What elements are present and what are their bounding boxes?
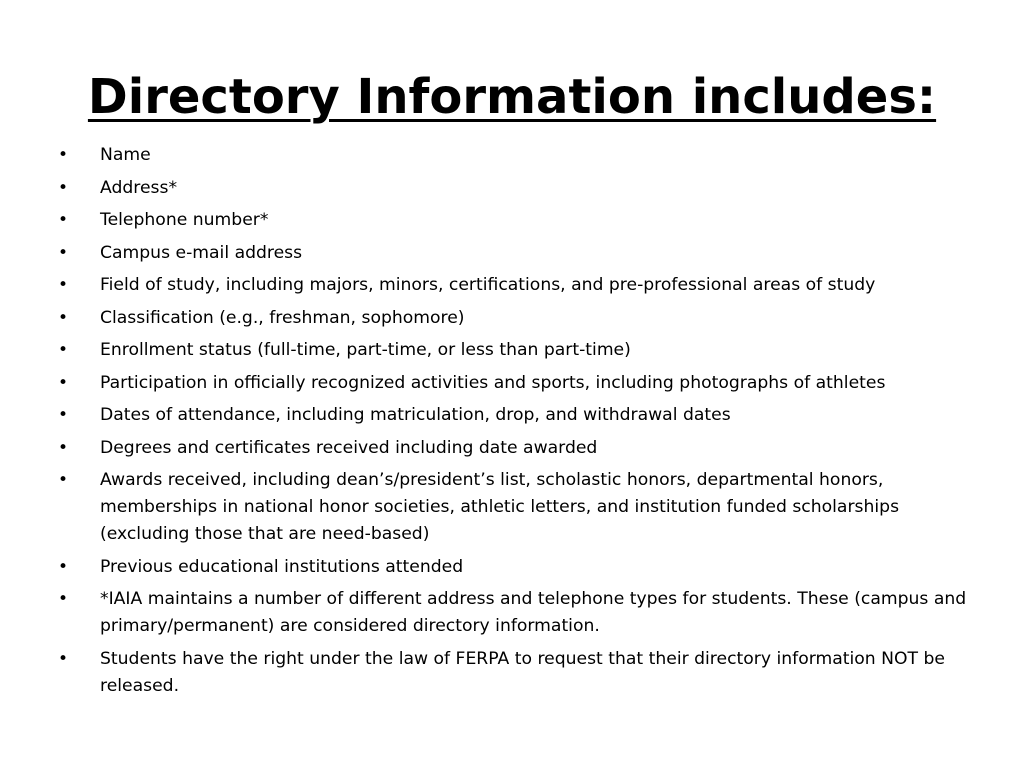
bullet-list: [58, 142, 978, 705]
bullet-item: [58, 240, 978, 267]
bullet-item: [58, 467, 978, 548]
bullet-item: [58, 175, 978, 202]
bullet-point-icon: •: [58, 275, 69, 295]
bullet-item: [58, 435, 978, 462]
bullet-point-icon: •: [58, 437, 69, 458]
bullet-text: Classification (e.g., freshman, sophomore): [100, 307, 465, 328]
bullet-point-icon: •: [58, 648, 69, 669]
bullet-point-icon: •: [58, 210, 69, 230]
bullet-point-icon: •: [58, 177, 69, 198]
bullet-item: [58, 402, 978, 429]
bullet-item: [58, 646, 978, 700]
bullet-item: [58, 586, 978, 640]
bullet-item: [58, 370, 978, 397]
bullet-point-icon: •: [58, 307, 69, 328]
bullet-text: Participation in officially recognized activities and sports, including photographs of athletes: [100, 372, 886, 393]
bullet-item: [58, 337, 978, 364]
bullet-text: Students have the right under the law of FERPA to request that their directory information NOT be released.: [100, 648, 945, 696]
bullet-text: Field of study, including majors, minors, certifications, and pre-professional areas of study: [100, 275, 876, 295]
bullet-text: Name: [100, 145, 151, 165]
bullet-item: [58, 207, 978, 234]
bullet-item: [58, 305, 978, 332]
bullet-item: [58, 272, 978, 299]
bullet-text: Telephone number*: [100, 210, 269, 230]
bullet-text: Degrees and certificates received including date awarded: [100, 437, 598, 458]
bullet-point-icon: •: [58, 405, 69, 425]
bullet-text: Awards received, including dean’s/president’s list, scholastic honors, departmental honors, memberships in national honor societies, athletic letters, and institution funded scholarships (excluding those that are need-based): [100, 470, 900, 544]
bullet-point-icon: •: [58, 145, 69, 165]
bullet-point-icon: •: [58, 556, 69, 577]
bullet-item: [58, 554, 978, 581]
slide-title: Directory Information includes:: [87, 69, 937, 125]
bullet-text: Address*: [100, 177, 178, 198]
bullet-text: *IAIA maintains a number of different address and telephone types for students. These (campus and primary/permanent) are considered directory information.: [100, 589, 967, 636]
bullet-text: Dates of attendance, including matriculation, drop, and withdrawal dates: [100, 405, 731, 425]
bullet-point-icon: •: [58, 470, 69, 490]
bullet-point-icon: •: [58, 372, 69, 393]
bullet-text: Campus e-mail address: [100, 242, 303, 263]
bullet-item: [58, 142, 978, 169]
bullet-point-icon: •: [58, 340, 69, 360]
bullet-text: Enrollment status (full-time, part-time, or less than part-time): [100, 340, 631, 360]
bullet-text: Previous educational institutions attended: [100, 556, 464, 577]
bullet-point-icon: •: [58, 242, 69, 263]
bullet-point-icon: •: [58, 589, 69, 609]
